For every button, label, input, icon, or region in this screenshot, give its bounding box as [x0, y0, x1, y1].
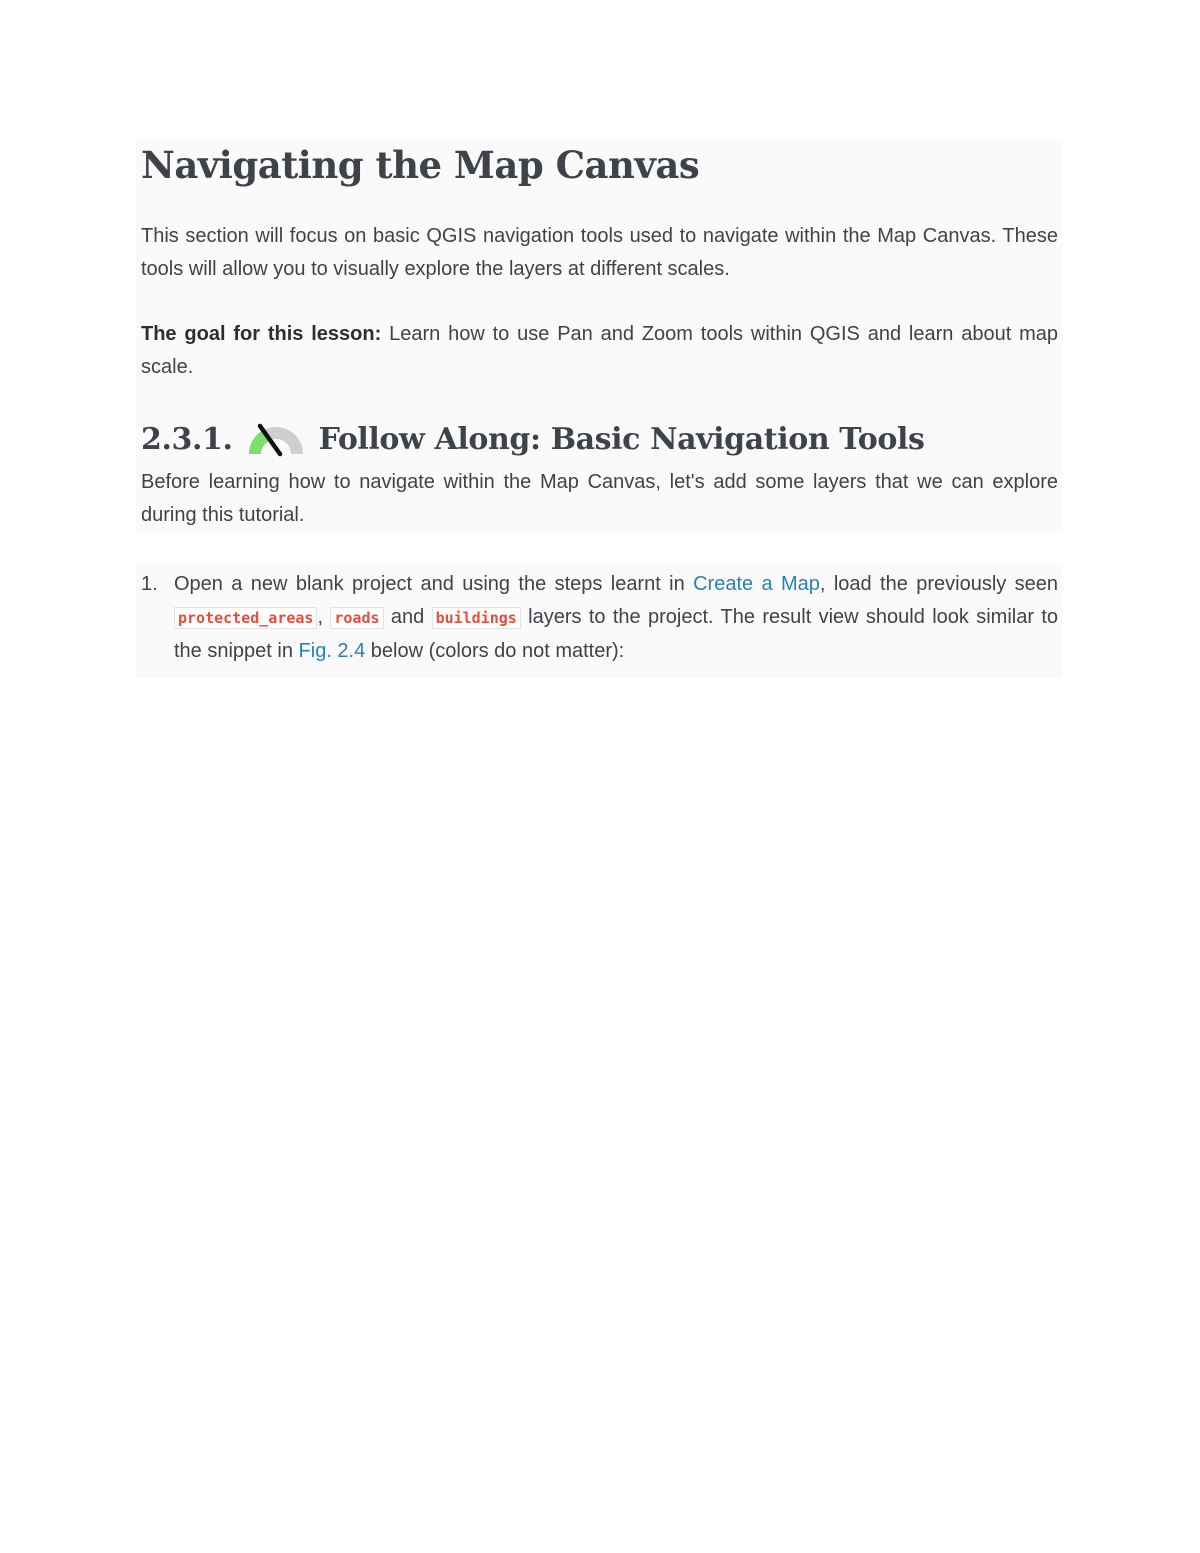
section-title: Follow Along: Basic Navigation Tools	[318, 422, 925, 457]
step-text: ,	[317, 606, 331, 628]
spacer	[136, 532, 1062, 564]
intro-paragraph: This section will focus on basic QGIS navigation tools used to navigate within the Map Canvas. These tools will allow you to visually explore the layers at different scales.	[141, 225, 1058, 280]
section-number: 2.3.1.	[141, 422, 233, 457]
figure-link[interactable]: Fig. 2.4	[298, 640, 366, 662]
section-heading	[141, 414, 1058, 466]
step-body	[174, 568, 1058, 668]
code-roads: roads	[330, 607, 383, 629]
goal-paragraph	[141, 318, 1058, 384]
goal-text: Learn how to use Pan and Zoom tools within QGIS and learn about map scale.	[141, 323, 1059, 378]
content-end	[141, 668, 1058, 678]
section-paragraph: Before learning how to navigate within the Map Canvas, let's add some layers that we can explore during this tutorial.	[141, 471, 1058, 526]
page-title: Navigating the Map Canvas	[141, 143, 700, 187]
code-buildings: buildings	[432, 607, 521, 629]
steps-list	[141, 564, 1058, 668]
step-text: layers to the project. The result view should look similar to the snippet in	[174, 606, 1059, 662]
document-content	[136, 140, 1062, 678]
step-number: 1.	[141, 573, 158, 595]
list-item	[141, 564, 1058, 668]
step-text: Open a new blank project and using the steps learnt in	[174, 573, 694, 595]
goal-label: The goal for this lesson:	[141, 323, 382, 345]
step-text: , load the previously seen	[819, 573, 1059, 595]
step-text: below (colors do not matter):	[365, 640, 625, 662]
code-protected-areas: protected_areas	[174, 607, 317, 629]
step-text: and	[383, 606, 432, 628]
difficulty-basic-icon	[245, 422, 307, 458]
create-a-map-link[interactable]: Create a Map	[693, 573, 820, 595]
